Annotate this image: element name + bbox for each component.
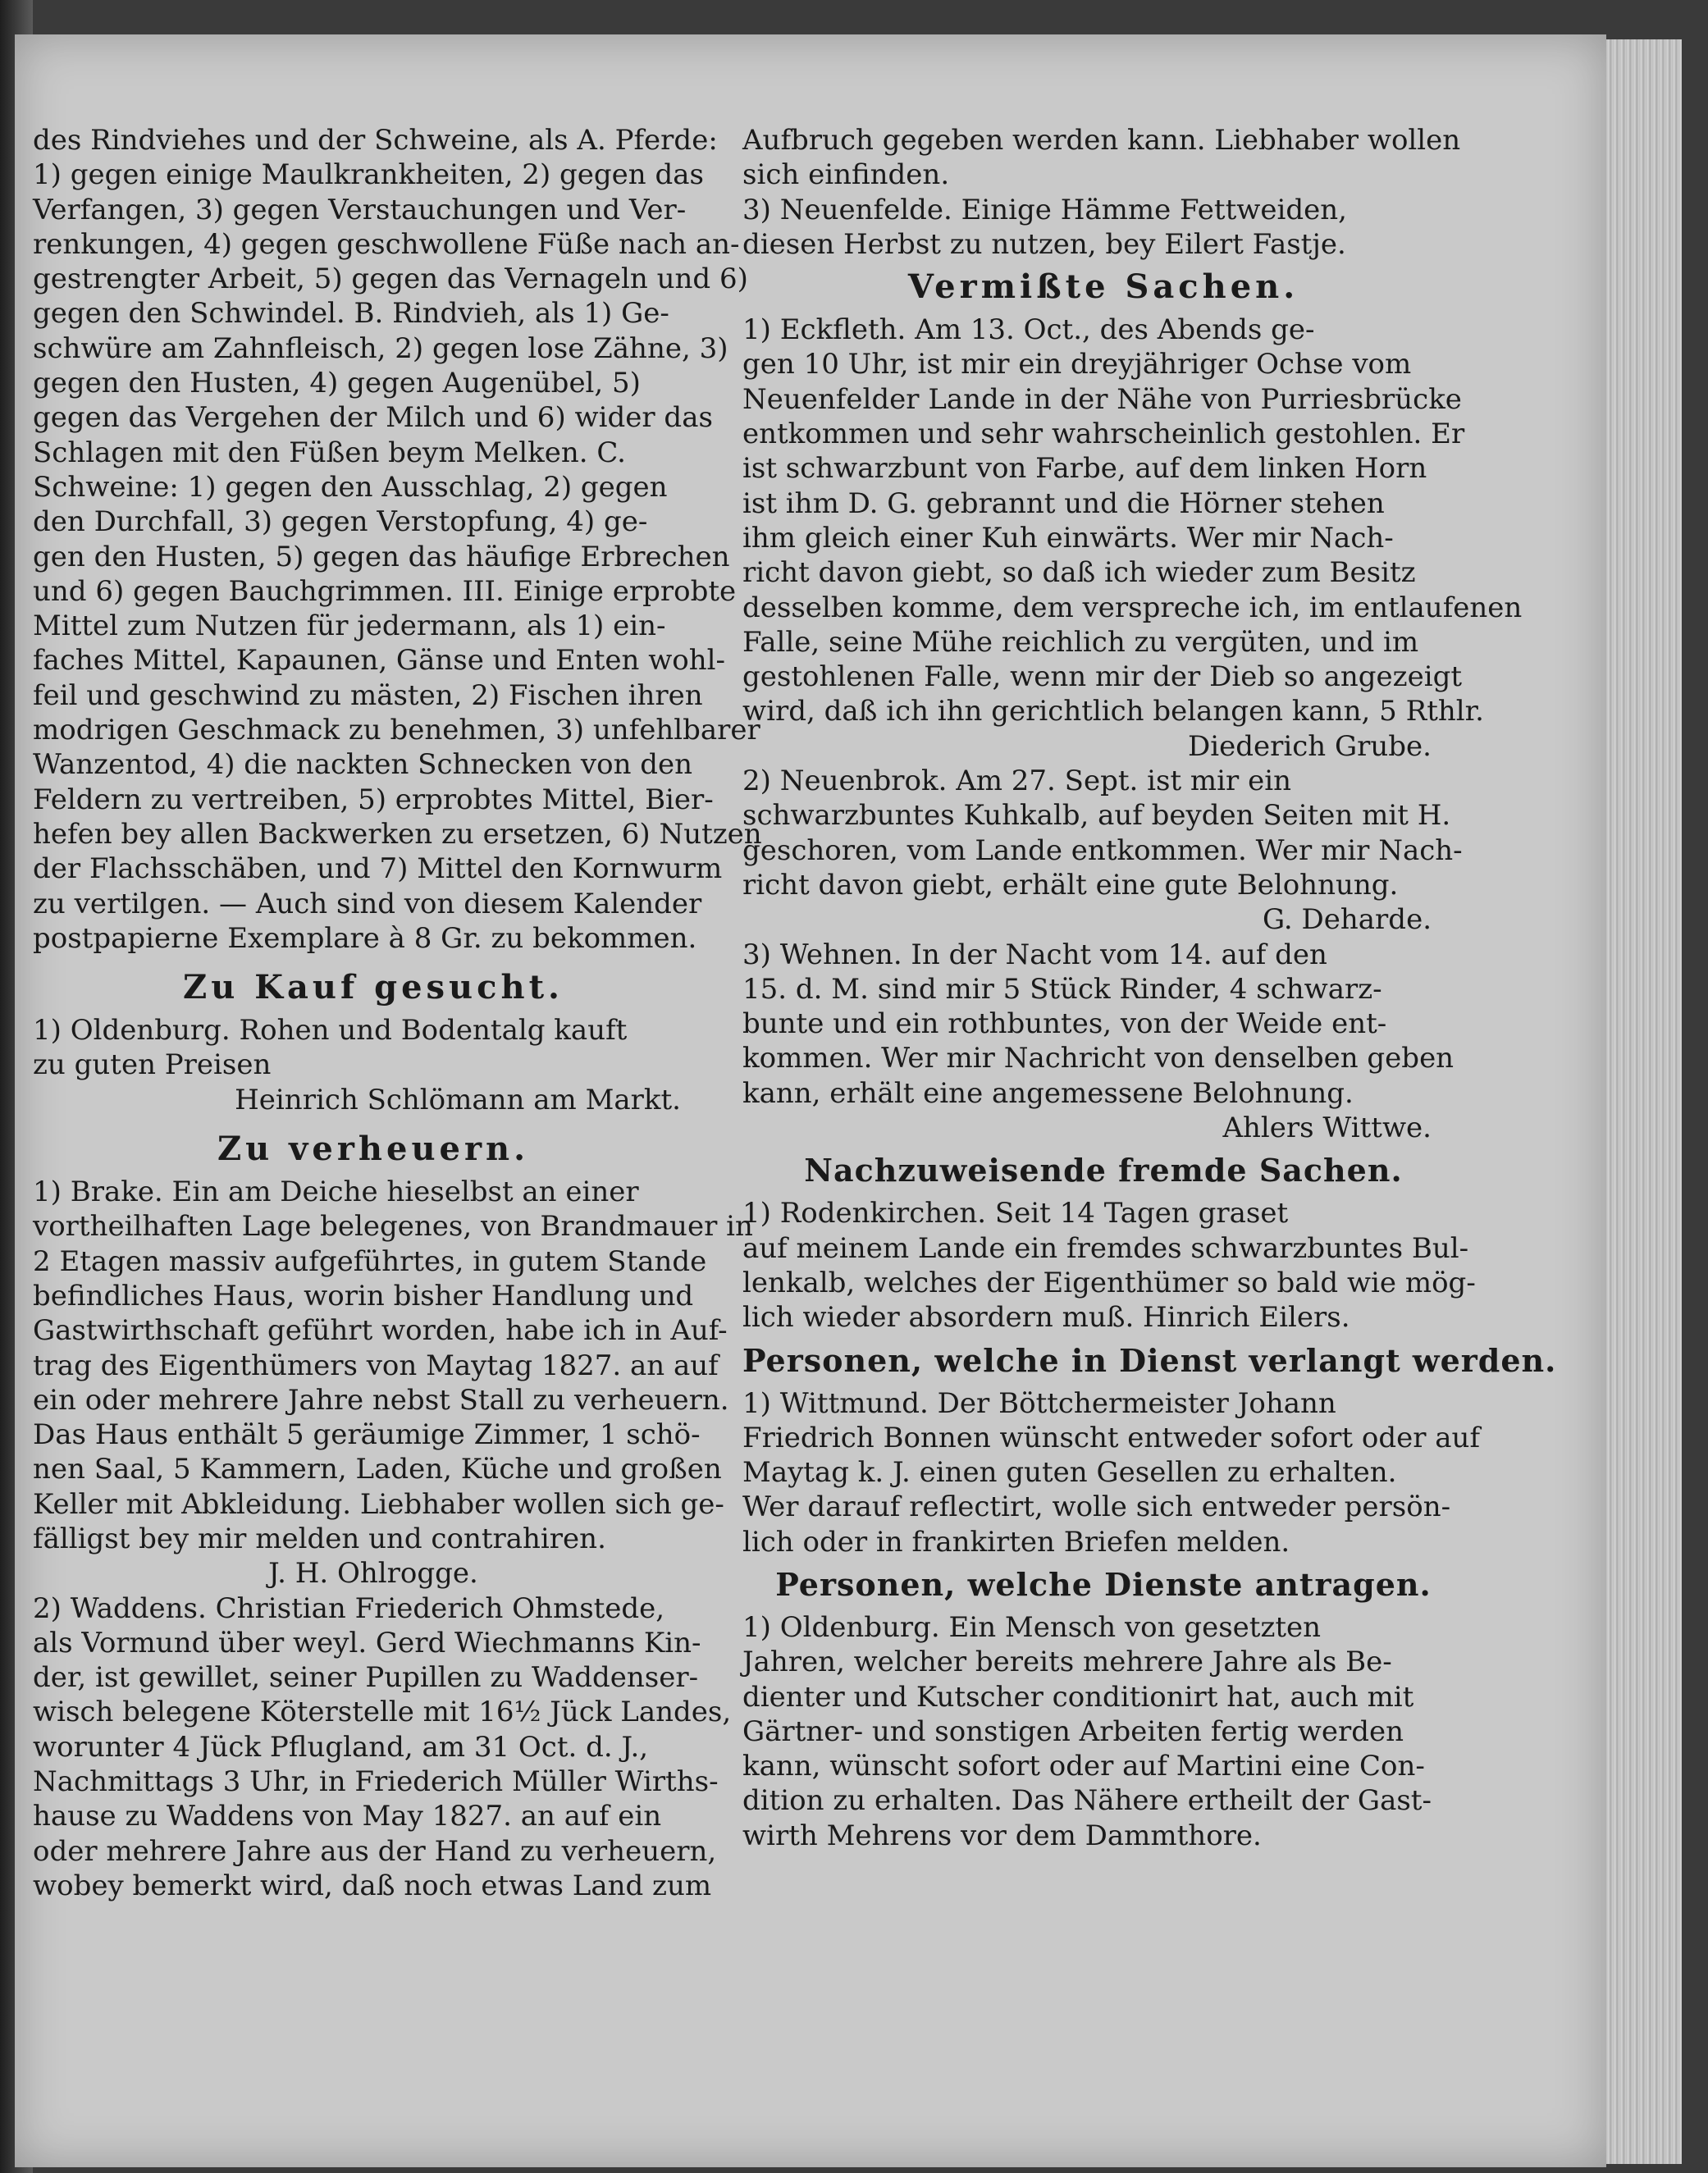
text-line: wird, daß ich ihn gerichtlich belangen kann, 5 Rthlr. bbox=[742, 695, 1484, 728]
text-line: Wanzentod, 4) die nackten Schnecken von den bbox=[33, 748, 693, 782]
text-line: Schweine: 1) gegen den Ausschlag, 2) gegen bbox=[33, 470, 668, 504]
section-heading-zu-kauf-gesucht: Zu Kauf gesucht. bbox=[183, 968, 564, 1007]
text-line: hause zu Waddens von May 1827. an auf ein bbox=[33, 1800, 662, 1833]
spacer bbox=[33, 956, 714, 962]
text-line: trag des Eigenthümers von Maytag 1827. an auf bbox=[33, 1349, 719, 1382]
text-line: renkungen, 4) gegen geschwollene Füße nach an- bbox=[33, 227, 740, 261]
text-line: dition zu erhalten. Das Nähere ertheilt der Gast- bbox=[742, 1784, 1432, 1818]
text-line: diesen Herbst zu nutzen, bey Eilert Fastje. bbox=[742, 227, 1346, 261]
text-line: den Durchfall, 3) gegen Verstopfung, 4) ge- bbox=[33, 505, 648, 539]
text-line: Friedrich Bonnen wünscht entweder sofort oder auf bbox=[742, 1421, 1481, 1454]
kauf-notice bbox=[33, 1013, 714, 1117]
text-line: Keller mit Abkleidung. Liebhaber wollen sich ge- bbox=[33, 1487, 724, 1521]
signature: G. Deharde. bbox=[1262, 903, 1432, 937]
text-line: 2) Waddens. Christian Friederich Ohmstede, bbox=[33, 1591, 665, 1625]
text-line: ist ihm D. G. gebrannt und die Hörner stehen bbox=[742, 486, 1385, 520]
text-line: lich wieder absordern muß. Hinrich Eilers. bbox=[742, 1301, 1350, 1335]
text-line: kann, wünscht sofort oder auf Martini eine Con- bbox=[742, 1750, 1425, 1783]
text-line: 2) Neuenbrok. Am 27. Sept. ist mir ein bbox=[742, 765, 1291, 798]
text-line: Gärtner- und sonstigen Arbeiten fertig werden bbox=[742, 1714, 1404, 1748]
text-line: Aufbruch gegeben werden kann. Liebhaber wollen bbox=[742, 124, 1461, 157]
signature: Heinrich Schlömann am Markt. bbox=[235, 1083, 681, 1116]
text-line: 1) Oldenburg. Rohen und Bodentalg kauft bbox=[33, 1014, 628, 1048]
section-heading-dienst-verlangt: Personen, welche in Dienst verlangt werden. bbox=[742, 1341, 1557, 1379]
text-line: schwarzbuntes Kuhkalb, auf beyden Seiten mit H. bbox=[742, 799, 1451, 833]
right-column bbox=[742, 123, 1557, 1853]
text-line: gen 10 Uhr, ist mir ein dreyjähriger Ochse vom bbox=[742, 348, 1412, 381]
text-line: Nachmittags 3 Uhr, in Friederich Müller Wirths- bbox=[33, 1765, 719, 1799]
text-line: Mittel zum Nutzen für jedermann, als 1) ein- bbox=[33, 609, 666, 643]
text-line: sich einfinden. bbox=[742, 158, 950, 192]
text-line: richt davon giebt, so daß ich wieder zum Besitz bbox=[742, 556, 1416, 590]
text-line: Gastwirthschaft geführt worden, habe ich in Auf- bbox=[33, 1314, 728, 1348]
text-line: 1) Eckfleth. Am 13. Oct., des Abends ge- bbox=[742, 313, 1315, 347]
text-line: auf meinem Lande ein fremdes schwarzbuntes Bul- bbox=[742, 1231, 1469, 1265]
text-line: gegen den Schwindel. B. Rindvieh, als 1) Ge- bbox=[33, 297, 669, 331]
text-line: befindliches Haus, worin bisher Handlung und bbox=[33, 1279, 694, 1312]
text-line: ihm gleich einer Kuh einwärts. Wer mir Nach- bbox=[742, 521, 1394, 555]
text-line: Verfangen, 3) gegen Verstauchungen und Ver- bbox=[33, 193, 687, 226]
text-line: worunter 4 Jück Pflugland, am 31 Oct. d. J., bbox=[33, 1730, 649, 1764]
dienst-verlangt-notice-wittmund bbox=[742, 1386, 1481, 1559]
text-line: Falle, seine Mühe reichlich zu vergüten, und im bbox=[742, 625, 1419, 659]
text-line: faches Mittel, Kapaunen, Gänse und Enten wohl- bbox=[33, 644, 726, 678]
dienste-antragen-notice-oldenburg bbox=[742, 1610, 1464, 1853]
text-line: und 6) gegen Bauchgrimmen. III. Einige erprobte bbox=[33, 574, 737, 608]
section-heading-zu-verheuern: Zu verheuern. bbox=[217, 1130, 530, 1169]
signature: Diederich Grube. bbox=[1187, 729, 1432, 763]
text-line: als Vormund über weyl. Gerd Wiechmanns Kin- bbox=[33, 1626, 701, 1659]
vermisste-notice-wehnen bbox=[742, 938, 1464, 1146]
text-line: dienter und Kutscher conditionirt hat, auch mit bbox=[742, 1680, 1414, 1714]
page-edges bbox=[1606, 39, 1682, 2164]
text-line: zu vertilgen. — Auch sind von diesem Kalender bbox=[33, 887, 702, 920]
text-line: hefen bey allen Backwerken zu ersetzen, 6) Nutzen bbox=[33, 817, 762, 851]
section-heading-nachzuweisende-fremde-sachen: Nachzuweisende fremde Sachen. bbox=[804, 1152, 1403, 1189]
text-line: wisch belegene Köterstelle mit 16½ Jück Landes, bbox=[33, 1696, 732, 1729]
text-line: ist schwarzbunt von Farbe, auf dem linken Horn bbox=[742, 452, 1427, 486]
text-line: 3) Wehnen. In der Nacht vom 14. auf den bbox=[742, 938, 1327, 971]
text-line: 1) Oldenburg. Ein Mensch von gesetzten bbox=[742, 1610, 1322, 1644]
verheuern-notice-waddens bbox=[33, 1591, 732, 1904]
text-line: wobey bemerkt wird, daß noch etwas Land zum bbox=[33, 1869, 712, 1902]
continued-notice bbox=[742, 123, 1464, 262]
text-line: Das Haus enthält 5 geräumige Zimmer, 1 schö- bbox=[33, 1418, 701, 1452]
spacer bbox=[33, 1117, 714, 1124]
text-line: Wer darauf reflectirt, wolle sich entweder persön- bbox=[742, 1491, 1451, 1524]
veterinary-remedies-list bbox=[33, 123, 762, 956]
text-line: Jahren, welcher bereits mehrere Jahre als Be- bbox=[742, 1646, 1392, 1679]
text-line: vortheilhaften Lage belegenes, von Brandmauer in bbox=[33, 1210, 753, 1244]
text-line: 1) Wittmund. Der Böttchermeister Johann bbox=[742, 1386, 1336, 1420]
section-heading-vermisste-sachen: Vermißte Sachen. bbox=[907, 267, 1299, 307]
text-line: postpapierne Exemplare à 8 Gr. zu bekommen. bbox=[33, 921, 697, 955]
text-line: gen den Husten, 5) gegen das häufige Erbrechen bbox=[33, 540, 730, 573]
text-line: kommen. Wer mir Nachricht von denselben geben bbox=[742, 1042, 1455, 1075]
text-line: Neuenfelder Lande in der Nähe von Purriesbrücke bbox=[742, 382, 1462, 416]
vermisste-notice-neuenbrok bbox=[742, 764, 1464, 937]
text-line: bunte und ein rothbuntes, von der Weide ent- bbox=[742, 1007, 1387, 1041]
text-line: lenkalb, welches der Eigenthümer so bald wie mög- bbox=[742, 1266, 1476, 1299]
left-column bbox=[33, 123, 762, 1903]
section-heading-dienste-antragen: Personen, welche Dienste antragen. bbox=[775, 1565, 1432, 1603]
text-line: richt davon giebt, erhält eine gute Belohnung. bbox=[742, 868, 1399, 902]
fremde-notice-rodenkirchen bbox=[742, 1196, 1476, 1335]
text-line: 1) gegen einige Maulkrankheiten, 2) gegen das bbox=[33, 158, 704, 192]
text-line: geschoren, vom Lande entkommen. Wer mir Nach- bbox=[742, 833, 1463, 867]
text-line: 2 Etagen massiv aufgeführtes, in gutem Stande bbox=[33, 1244, 707, 1278]
text-line: des Rindviehes und der Schweine, als A. Pferde: bbox=[33, 124, 718, 157]
text-line: desselben komme, dem verspreche ich, im entlaufenen bbox=[742, 591, 1523, 624]
text-line: gestohlenen Falle, wenn mir der Dieb so angezeigt bbox=[742, 660, 1463, 694]
text-line: ein oder mehrere Jahre nebst Stall zu verheuern. bbox=[33, 1383, 729, 1417]
text-line: Schlagen mit den Füßen beym Melken. C. bbox=[33, 436, 626, 469]
signature: J. H. Ohlrogge. bbox=[268, 1557, 478, 1591]
text-line: lich oder in frankirten Briefen melden. bbox=[742, 1525, 1290, 1559]
text-line: nen Saal, 5 Kammern, Laden, Küche und großen bbox=[33, 1453, 722, 1486]
text-line: gestrengter Arbeit, 5) gegen das Vernageln und 6) bbox=[33, 262, 748, 296]
text-line: der Flachsschäben, und 7) Mittel den Kornwurm bbox=[33, 852, 723, 886]
text-line: zu guten Preisen bbox=[33, 1048, 272, 1082]
text-line: wirth Mehrens vor dem Dammthore. bbox=[742, 1819, 1262, 1852]
text-line: 3) Neuenfelde. Einige Hämme Fettweiden, bbox=[742, 193, 1347, 226]
verheuern-notice-brake bbox=[33, 1175, 753, 1591]
text-line: gegen den Husten, 4) gegen Augenübel, 5) bbox=[33, 367, 641, 400]
text-line: 1) Rodenkirchen. Seit 14 Tagen graset bbox=[742, 1197, 1289, 1230]
text-line: schwüre am Zahnfleisch, 2) gegen lose Zähne, 3) bbox=[33, 331, 728, 365]
text-line: der, ist gewillet, seiner Pupillen zu Waddenser- bbox=[33, 1661, 699, 1695]
text-line: gegen das Vergehen der Milch und 6) wider das bbox=[33, 401, 713, 435]
text-line: 1) Brake. Ein am Deiche hieselbst an einer bbox=[33, 1176, 639, 1209]
text-line: Maytag k. J. einen guten Gesellen zu erhalten. bbox=[742, 1456, 1397, 1490]
text-line: feil und geschwind zu mästen, 2) Fischen ihren bbox=[33, 678, 703, 712]
text-line: entkommen und sehr wahrscheinlich gestohlen. Er bbox=[742, 418, 1465, 451]
text-line: oder mehrere Jahre aus der Hand zu verheuern, bbox=[33, 1834, 717, 1868]
text-line: modrigen Geschmack zu benehmen, 3) unfehlbarer bbox=[33, 714, 760, 747]
text-line: kann, erhält eine angemessene Belohnung. bbox=[742, 1076, 1354, 1110]
vermisste-notice-eckfleth bbox=[742, 313, 1523, 764]
text-line: fälligst bey mir melden und contrahiren. bbox=[33, 1522, 606, 1555]
text-line: Feldern zu vertreiben, 5) erprobtes Mittel, Bier- bbox=[33, 783, 714, 816]
text-line: 15. d. M. sind mir 5 Stück Rinder, 4 schwarz- bbox=[742, 972, 1382, 1006]
signature: Ahlers Wittwe. bbox=[1222, 1112, 1432, 1145]
